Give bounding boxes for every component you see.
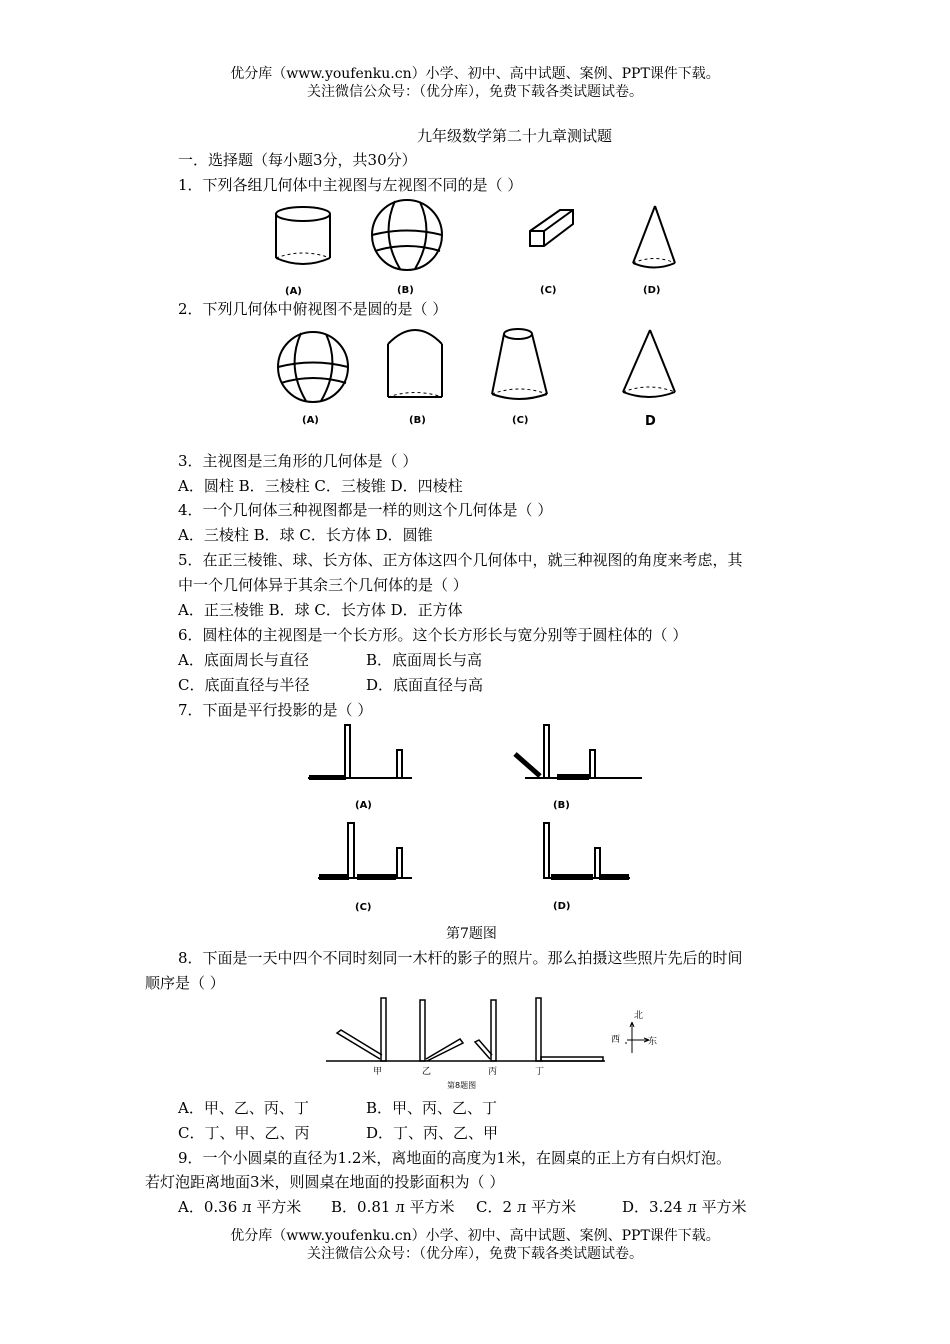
q3-stem: 3．主视图是三角形的几何体是（ ） (178, 452, 418, 470)
q8-option-b: B．甲、丙、乙、丁 (366, 1099, 498, 1117)
section-heading: 一．选择题（每小题3分，共30分） (178, 151, 417, 169)
cone-figure (633, 206, 675, 268)
dome-cylinder-figure (388, 330, 442, 397)
q4-options: A．三棱柱 B．球 C．长方体 D．圆锥 (178, 526, 433, 544)
ball-figure (278, 332, 348, 402)
q7-label-d: (D) (553, 901, 571, 912)
footer-line-2: 关注微信公众号：（优分库），免费下载各类试题试卷。 (307, 1246, 643, 1262)
q6-option-b: B．底面周长与高 (366, 651, 483, 669)
footer-line-1: 优分库（www.youfenku.cn）小学、初中、高中试题、案例、PPT课件下载。 (230, 1228, 720, 1244)
q1-label-b: (B) (397, 285, 414, 296)
q2-label-d: D (645, 414, 656, 429)
q8-stem-line-2: 顺序是（ ） (145, 974, 225, 992)
header-line-1: 优分库（www.youfenku.cn）小学、初中、高中试题、案例、PPT课件下载。 (230, 66, 720, 82)
projection-a (308, 725, 412, 779)
q9-option-a: A．0.36 л 平方米 (178, 1198, 302, 1216)
prism-figure (530, 210, 573, 246)
q3-options: A．圆柱 B．三棱柱 C．三棱锥 D．四棱柱 (178, 477, 463, 495)
q7-stem: 7．下面是平行投影的是（ ） (178, 701, 373, 719)
q9-option-b: B．0.81 л 平方米 (331, 1198, 455, 1216)
compass-west: 西 (611, 1035, 621, 1045)
q5-options: A．正三棱锥 B．球 C．长方体 D．正方体 (178, 601, 463, 619)
q9-option-c: C．2 л 平方米 (476, 1198, 577, 1216)
q8-stem-line-1: 8．下面是一天中四个不同时刻同一木杆的影子的照片。那么拍摄这些照片先后的时间 (178, 949, 743, 967)
projection-d (544, 823, 630, 879)
q1-label-d: (D) (643, 285, 661, 296)
q8-label-jia: 甲 (373, 1067, 383, 1077)
q7-label-c: (C) (355, 902, 372, 913)
q2-stem: 2．下列几何体中俯视图不是圆的是（ ） (178, 300, 448, 318)
q5-stem-line-1: 5．在正三棱锥、球、长方体、正方体这四个几何体中，就三种视图的角度来考虑，其 (178, 551, 743, 569)
q7-caption: 第7题图 (446, 926, 497, 942)
q6-option-a: A．底面周长与直径 (178, 651, 309, 669)
q6-stem: 6．圆柱体的主视图是一个长方形。这个长方形长与宽分别等于圆柱体的（ ） (178, 626, 688, 644)
cylinder-figure (276, 207, 330, 264)
q2-figures (270, 322, 690, 422)
q7-label-b: (B) (553, 800, 570, 811)
q9-stem-line-2: 若灯泡距离地面3米，则圆桌在地面的投影面积为（ ） (145, 1173, 505, 1191)
cone-figure (623, 330, 675, 397)
q7-label-a: (A) (355, 800, 372, 811)
q8-caption: 第8题图 (447, 1081, 477, 1090)
q6-option-d: D．底面直径与高 (366, 676, 484, 694)
q2-label-c: (C) (512, 415, 529, 426)
q2-label-a: (A) (302, 415, 319, 426)
page-title: 九年级数学第二十九章测试题 (417, 127, 613, 145)
pole-yi (420, 1000, 463, 1061)
q4-stem: 4．一个几何体三种视图都是一样的则这个几何体是（ ） (178, 501, 553, 519)
q8-option-d: D．丁、丙、乙、甲 (366, 1124, 499, 1142)
pole-ding (536, 998, 603, 1061)
q1-label-a: (A) (285, 286, 302, 297)
pole-jia (337, 998, 386, 1061)
q1-figures (250, 196, 710, 301)
q9-stem-line-1: 9．一个小圆桌的直径为1.2米，离地面的高度为1米，在圆桌的正上方有白炽灯泡。 (178, 1149, 731, 1167)
compass-north: 北 (634, 1011, 644, 1021)
q7-figures (300, 720, 660, 885)
ball-figure (372, 200, 442, 270)
q6-option-c: C．底面直径与半径 (178, 676, 310, 694)
q2-label-b: (B) (409, 415, 426, 426)
projection-b (515, 725, 642, 779)
q8-label-bing: 丙 (488, 1067, 498, 1077)
q5-stem-line-2: 中一个几何体异于其余三个几何体的是（ ） (178, 576, 468, 594)
q8-option-a: A．甲、乙、丙、丁 (178, 1099, 309, 1117)
q1-label-c: (C) (540, 285, 557, 296)
q8-option-c: C．丁、甲、乙、丙 (178, 1124, 310, 1142)
header-line-2: 关注微信公众号：（优分库），免费下载各类试题试卷。 (307, 84, 643, 100)
projection-c (318, 823, 412, 879)
compass-east: 东 (648, 1037, 658, 1047)
q8-label-ding: 丁 (535, 1067, 545, 1077)
q1-stem: 1．下列各组几何体中主视图与左视图不同的是（ ） (178, 176, 523, 194)
pole-bing (475, 1000, 496, 1061)
frustum-figure (492, 329, 547, 399)
q8-figures (320, 995, 670, 1070)
q8-label-yi: 乙 (422, 1067, 432, 1077)
q9-option-d: D．3.24 л 平方米 (622, 1198, 747, 1216)
